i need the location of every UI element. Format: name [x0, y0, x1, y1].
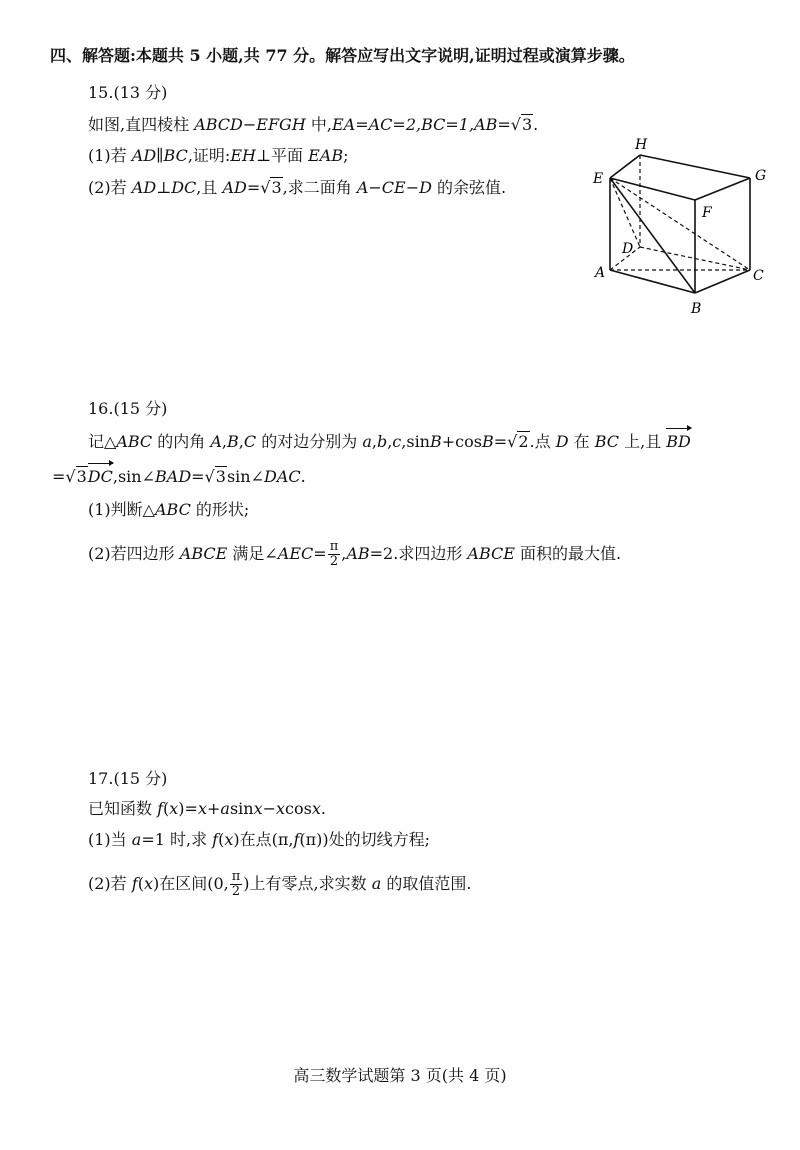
q16-math: B — [429, 432, 442, 451]
sqrt-symbol: √3 — [260, 178, 282, 197]
q15-part1-text: ,证明: — [187, 146, 231, 165]
q15-part1-math: EAB — [308, 146, 344, 165]
q17-number: 17.(15 分) — [88, 769, 168, 788]
q16-math: DAC — [263, 467, 301, 486]
q17-math: x — [276, 799, 286, 818]
q16-stem-line2 — [52, 466, 306, 488]
q15-part1-text: (1)若 — [88, 146, 132, 165]
q15-part2-math: AD⊥DC — [131, 178, 197, 197]
vector-DC: DC — [87, 467, 113, 486]
sqrt-radicand: 3 — [271, 178, 282, 197]
q15-part1-math: EH⊥ — [230, 146, 272, 165]
q15-part2-text: ,求二面角 — [282, 178, 357, 197]
q16-text: = — [313, 544, 327, 563]
q17-text: ( — [163, 799, 170, 818]
q16-part1 — [88, 499, 249, 521]
q17-stem — [88, 798, 326, 820]
q16-math: b — [376, 432, 388, 451]
q17-math: x — [143, 874, 153, 893]
q17-math: a — [220, 799, 230, 818]
fraction-pi-over-2 — [328, 540, 341, 569]
q16-text: 记△ — [88, 432, 117, 451]
sqrt-symbol: √3 — [510, 115, 533, 134]
q15-part2-math: AD= — [222, 178, 261, 197]
q15-part1-text: 平面 — [271, 146, 309, 165]
q17-part1 — [88, 829, 430, 851]
q16-text: , — [387, 432, 393, 451]
fraction-denominator: 2 — [231, 884, 241, 899]
q16-text: +cos — [441, 432, 482, 451]
q17-math: f — [157, 799, 164, 818]
edge-FG — [695, 178, 750, 200]
sqrt-radicand: 3 — [76, 467, 87, 486]
q16-text: ,sin∠ — [112, 467, 155, 486]
q16-text: = — [191, 467, 205, 486]
prism-figure — [585, 135, 775, 325]
sqrt-radicand: 3 — [521, 115, 533, 134]
q16-text: sin∠ — [226, 467, 264, 486]
q17-math: f — [212, 830, 219, 849]
q16-math: ABC — [154, 500, 191, 519]
q15-number: 15.(13 分) — [88, 83, 168, 102]
q15-stem-text: . — [533, 115, 539, 134]
fraction-denominator: 2 — [329, 554, 339, 569]
q17-text: )上有零点,求实数 — [243, 874, 372, 893]
edge-EF — [610, 178, 695, 200]
q15-part2 — [88, 177, 506, 199]
q16-math: ABCE — [179, 544, 228, 563]
q16-number: 16.(15 分) — [88, 399, 168, 418]
q17-math: a — [131, 830, 142, 849]
q17-part2 — [88, 870, 471, 899]
q17-text: 的取值范围. — [381, 874, 472, 893]
q16-text: =2.求四边形 — [369, 544, 468, 563]
q15-stem-math: EA=AC=2,BC=1,AB= — [331, 115, 511, 134]
q15-part1-text: ; — [343, 146, 349, 165]
q17-text: ( — [218, 830, 225, 849]
q16-text: (2)若四边形 — [88, 544, 180, 563]
edge-BC — [695, 270, 750, 293]
q16-text: . — [300, 467, 306, 486]
q17-math: x — [169, 799, 179, 818]
q15-stem-text: 中, — [305, 115, 332, 134]
q17-text: (1)当 — [88, 830, 132, 849]
q16-text: 满足∠ — [227, 544, 278, 563]
q17-math: x — [311, 799, 321, 818]
sqrt-radicand: 2 — [518, 432, 529, 451]
page-footer: 高三数学试题第 3 页(共 4 页) — [293, 1066, 507, 1085]
q16-part2 — [88, 540, 621, 569]
section-heading: 四、解答题:本题共 5 小题,共 77 分。解答应写出文字说明,证明过程或演算步骤。 — [50, 46, 635, 65]
q16-text: 的形状; — [190, 500, 250, 519]
sqrt-symbol: √3 — [204, 467, 226, 486]
q17-math: x — [197, 799, 207, 818]
q16-text: = — [493, 432, 508, 451]
vector-BD: BD — [666, 432, 691, 451]
q16-text: = — [52, 467, 66, 486]
q16-text: , — [371, 432, 377, 451]
q15-part2-math: A−CE−D — [356, 178, 432, 197]
label-F: F — [702, 205, 712, 221]
q17-text: − — [262, 799, 277, 818]
q16-math: C — [243, 432, 257, 451]
q15-part1 — [88, 145, 349, 167]
q17-text: (2)若 — [88, 874, 132, 893]
q16-text: ,sin — [401, 432, 430, 451]
sqrt-radicand: 3 — [215, 467, 226, 486]
q15-part2-text: (2)若 — [88, 178, 132, 197]
q16-stem-line1 — [88, 431, 691, 453]
label-E: E — [593, 171, 604, 187]
fraction-numerator: π — [231, 869, 241, 884]
q16-text: , — [341, 544, 347, 563]
label-B: B — [691, 301, 702, 317]
q16-text: 的对边分别为 — [256, 432, 363, 451]
q17-text: sin — [229, 799, 254, 818]
edge-HG — [640, 155, 750, 178]
q15-stem — [88, 114, 538, 136]
label-G: G — [755, 168, 767, 184]
q17-text: ( — [137, 874, 144, 893]
q16-math: c — [392, 432, 402, 451]
q17-math: f — [293, 830, 300, 849]
q17-text: + — [206, 799, 221, 818]
edge-EB — [610, 178, 695, 293]
q17-text: 已知函数 — [88, 799, 158, 818]
fraction-numerator: π — [329, 539, 339, 554]
q16-text: , — [238, 432, 244, 451]
q16-text: .点 — [529, 432, 556, 451]
q16-math: BC — [594, 432, 620, 451]
prism-diagram — [585, 135, 775, 325]
q17-text: )在区间(0, — [152, 874, 229, 893]
sqrt-symbol: √2 — [507, 432, 529, 451]
q16-math: AB — [346, 544, 370, 563]
q15-stem-math: ABCD−EFGH — [194, 115, 306, 134]
q16-math: ABC — [116, 432, 153, 451]
label-D: D — [622, 241, 634, 257]
q17-math: x — [253, 799, 263, 818]
q16-math: D — [555, 432, 569, 451]
edge-EH — [610, 155, 640, 178]
q16-text: 的内角 — [152, 432, 211, 451]
label-H: H — [635, 137, 648, 153]
q16-text: 在 — [568, 432, 595, 451]
q17-text: cos — [285, 799, 312, 818]
q17-math: x — [224, 830, 234, 849]
q16-math: B — [227, 432, 239, 451]
fraction-pi-over-2 — [230, 870, 243, 899]
q15-stem-text: 如图,直四棱柱 — [88, 115, 195, 134]
q16-text: 面积的最大值. — [514, 544, 622, 563]
q17-math: a — [371, 874, 382, 893]
q16-text: 上,且 — [619, 432, 667, 451]
q15-part2-text: ,且 — [196, 178, 223, 197]
q17-text: )= — [178, 799, 198, 818]
label-C: C — [753, 268, 764, 284]
q16-math: AEC — [277, 544, 314, 563]
q17-text: )在点(π, — [233, 830, 294, 849]
q16-math: a — [362, 432, 372, 451]
q16-math: B — [481, 432, 494, 451]
q17-text: (π))处的切线方程; — [299, 830, 431, 849]
q16-text: , — [221, 432, 228, 451]
q16-math: A — [210, 432, 222, 451]
q15-part2-text: 的余弦值. — [431, 178, 507, 197]
sqrt-symbol: √3 — [65, 467, 87, 486]
edge-AB — [610, 270, 695, 293]
q16-math: BAD — [155, 467, 192, 486]
q17-math: f — [131, 874, 138, 893]
q17-text: . — [320, 799, 326, 818]
q16-math: ABCE — [467, 544, 515, 563]
q17-text: =1 时,求 — [141, 830, 213, 849]
q16-text: (1)判断△ — [88, 500, 155, 519]
q15-part1-math: AD∥BC — [131, 146, 188, 165]
label-A: A — [595, 265, 606, 281]
